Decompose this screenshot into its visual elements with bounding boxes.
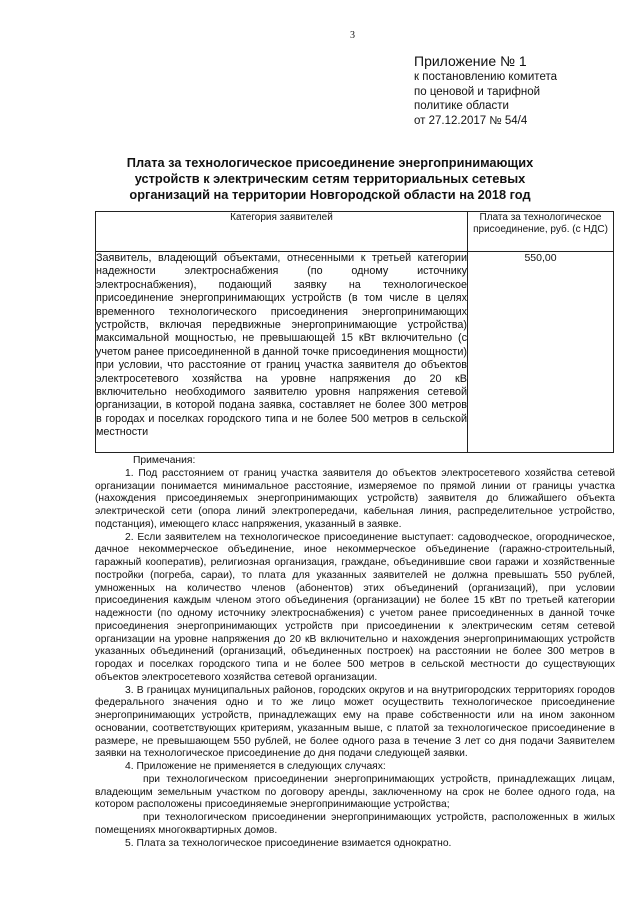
appendix-title: Приложение № 1 <box>414 53 527 69</box>
note-subparagraph: при технологическом присоединении энергопринимающих устройств, расположенных в жилых помещениях многоквартирных домов. <box>95 812 615 836</box>
appendix-line: от 27.12.2017 № 54/4 <box>414 114 528 127</box>
note-paragraph: 4. Приложение не применяется в следующих случаях: <box>125 761 386 772</box>
notes-section <box>95 455 615 850</box>
column-header-category: Категория заявителей <box>96 212 468 252</box>
document-title: Плата за технологическое присоединение энергопринимающих устройств к электрическим сетям территориальных сетевых организаций на территории Новгородской области на 2018 год <box>126 155 534 202</box>
note-subparagraph: при технологическом присоединении энергопринимающих устройств, принадлежащих лицам, владеющим земельным участком по договору аренды, заключенному на срок не более одного года, на котором расположены присоединяемые энергопринимающие устройства; <box>95 773 615 811</box>
column-header-fee: Плата за технологическое присоединение, руб. (с НДС) <box>468 212 614 252</box>
note-final-paragraph: 5. Плата за технологическое присоединение взимается однократно. <box>125 837 452 849</box>
appendix-block <box>414 53 634 128</box>
appendix-line: политике области <box>414 100 509 113</box>
note-paragraph: 1. Под расстоянием от границ участка заявителя до объектов электросетевого хозяйства сетевой организации понимается минимальное расстояние, измеряемое по прямой линии от границы участка (нахождения присоединяемых энергопринимающих устройств) заявителя до ближайшего объекта электрической сети (опора линий электропередачи, кабельная линия, распределительное устройство, подстанция), имеющего класс напряжения, указанный в заявке. <box>95 467 615 530</box>
fee-table <box>95 211 614 453</box>
page-number: 3 <box>350 30 355 41</box>
appendix-line: к постановлению комитета <box>414 71 557 83</box>
table-header-row <box>96 212 614 252</box>
note-paragraph: 2. Если заявителем на технологическое присоединение выступает: садоводческое, огородническое, дачное некоммерческое объединение, иное некоммерческое объединение (гаражно-строительный, гаражный кооператив), религиозная организация, граждане, объединившие свои гаражи и хозяйственные постройки (погреба, сараи), то плата для указанных заявителей не должна превышать 550 рублей, умноженных на количество членов (абонентов) этих объединений (организаций), при условии присоединения каждым членом этого объединения (организации) не более 15 кВт по третьей категории надежности (по одному источнику электроснабжения) с учетом ранее присоединенных в данной точке присоединения энергопринимающих устройств при присоединении к электрическим сетям сетевой организации на уровне напряжения до 20 кВ включительно и нахождения энергопринимающих устройств указанных объединений (организаций, объединенных построек) на расстоянии не более 300 метров в городах и поселках городского типа и не более 500 метров в сельской местности до существующих объектов электросетевого хозяйства сетевой организации. <box>95 531 615 683</box>
appendix-line: по ценовой и тарифной <box>414 85 541 98</box>
table-row <box>96 252 614 453</box>
notes-title: Примечания: <box>133 455 196 466</box>
applicant-category-cell: Заявитель, владеющий объектами, отнесенными к третьей категории надежности электроснабжения (по одному источнику электроснабжения), подающий заявку на технологическое присоединение энергопринимающих устройств (в том числе в целях временного технологического присоединения энергопринимающих устройств, включая передвижные энергопринимающие устройства) максимальной мощностью, не превышающей 15 кВт включительно (с учетом ранее присоединенной в данной точке присоединения мощности) при условии, что расстояние от границ участка заявителя до объектов электросетевого хозяйства на уровне напряжения до 20 кВ включительно необходимого заявителю уровня напряжения сетевой организации, в которой подана заявка, составляет не более 300 метров в городах и поселках городского типа и не более 500 метров в сельской местности <box>96 252 468 453</box>
note-paragraph: 3. В границах муниципальных районов, городских округов и на внутригородских территориях городов федерального значения одно и то же лицо может осуществить технологическое присоединение энергопринимающих устройств, принадлежащих ему на праве собственности или на ином законном основании, соответствующих критериям, указанным выше, с платой за технологическое присоединение в размере, не превышающем 550 рублей, не более одного раза в течение 3 лет со дня подачи Заявителем заявки на технологическое присоединение до дня подачи следующей заявки. <box>95 684 615 760</box>
fee-value-cell: 550,00 <box>468 252 614 453</box>
